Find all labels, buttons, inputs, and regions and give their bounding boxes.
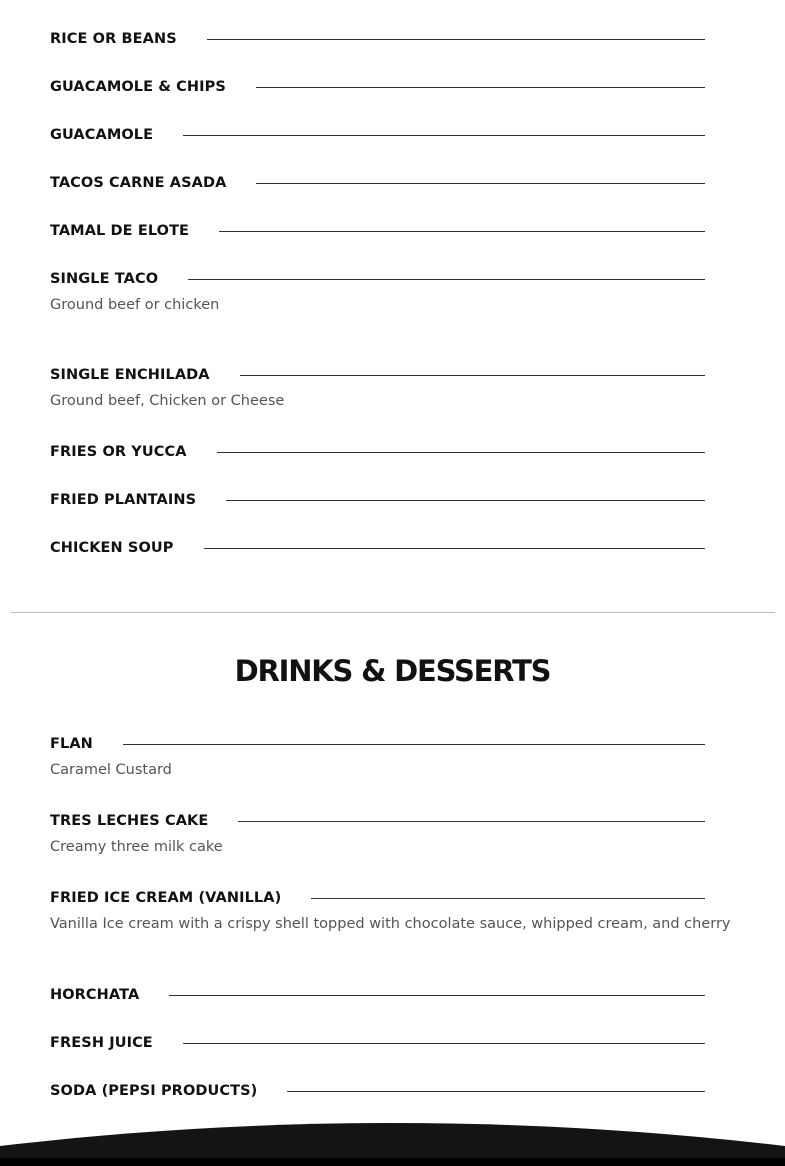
menu-item [50,173,705,193]
leader-line [207,39,705,40]
menu-item-name: FLAN [50,736,93,752]
leader-line [183,135,705,136]
menu-item-description: Creamy three milk cake [50,839,223,855]
menu-item-name: SINGLE TACO [50,271,159,287]
menu-item [50,442,705,462]
menu-item [50,221,705,241]
menu-item [50,490,705,510]
leader-line [169,995,705,996]
leader-line [219,231,705,232]
menu-item-name: TACOS CARNE ASADA [50,175,227,191]
menu-item-name: HORCHATA [50,987,140,1003]
menu-item-name: GUACAMOLE [50,127,154,143]
menu-item-description: Ground beef or chicken [50,297,220,313]
menu-item [50,734,705,778]
menu-item [50,1033,705,1053]
menu-item [50,985,705,1005]
leader-line [287,1091,705,1092]
menu-item-description: Caramel Custard [50,762,172,778]
menu-item-description: Vanilla Ice cream with a crispy shell topped with chocolate sauce, whipped cream, and cherry [50,916,731,932]
leader-line [240,375,705,376]
leader-line [188,279,705,280]
menu-item-name: CHICKEN SOUP [50,540,174,556]
footer-curve [0,1116,785,1166]
menu-item [50,77,705,97]
menu-item-name: RICE OR BEANS [50,31,177,47]
menu-item-name: TAMAL DE ELOTE [50,223,190,239]
menu-item [50,125,705,145]
leader-line [256,87,705,88]
menu-item [50,269,705,313]
menu-item-description: Ground beef, Chicken or Cheese [50,393,285,409]
menu-item-name: SINGLE ENCHILADA [50,367,210,383]
menu-item-name: FRESH JUICE [50,1035,153,1051]
menu-item [50,1081,705,1101]
menu-item-name: FRIES OR YUCCA [50,444,187,460]
menu-item-name: FRIED ICE CREAM (VANILLA) [50,890,282,906]
menu-item [50,888,731,932]
leader-line [311,898,705,899]
menu-item-name: SODA (PEPSI PRODUCTS) [50,1083,258,1099]
menu-item [50,811,705,855]
menu-item [50,538,705,558]
menu-item [50,365,705,409]
menu-item-name: GUACAMOLE & CHIPS [50,79,226,95]
section-title: DRINKS & DESSERTS [234,654,551,688]
menu-item-name: TRES LECHES CAKE [50,813,209,829]
leader-line [226,500,705,501]
leader-line [204,548,705,549]
leader-line [256,183,705,184]
leader-line [217,452,705,453]
leader-line [123,744,705,745]
section-divider [10,612,775,613]
leader-line [183,1043,705,1044]
menu-item [50,29,705,49]
leader-line [238,821,705,822]
menu-item-name: FRIED PLANTAINS [50,492,197,508]
